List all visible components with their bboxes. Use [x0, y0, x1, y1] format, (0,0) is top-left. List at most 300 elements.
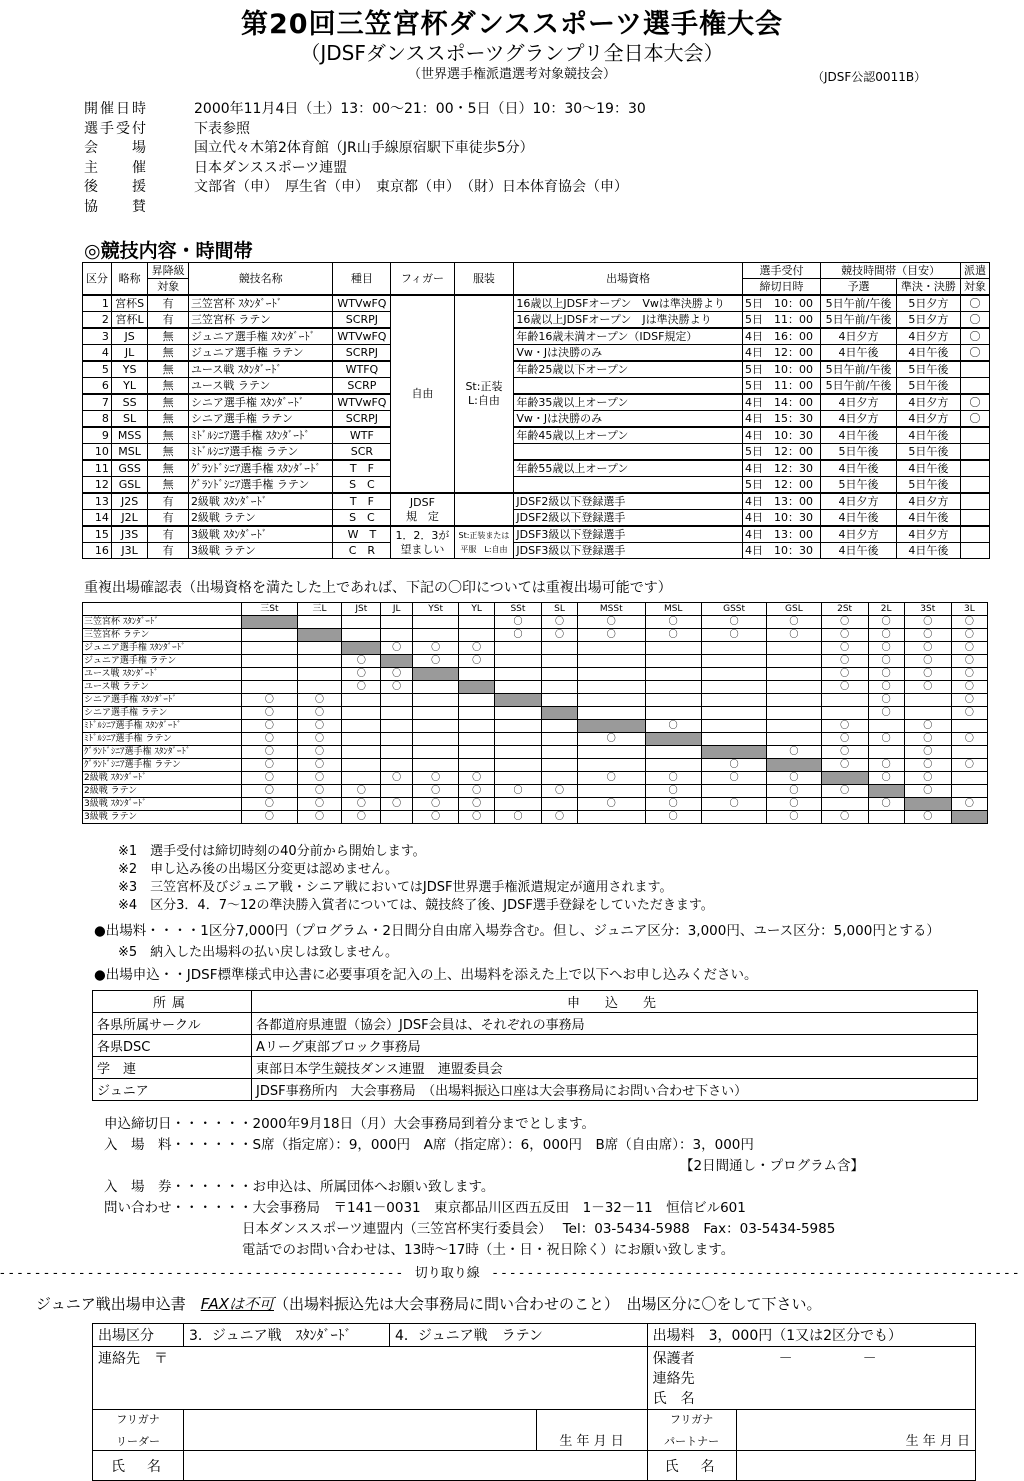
form-row-furigana: フリガナ リーダー 生 年 月 日 フリガナ パートナー 生 年 月 日	[93, 1410, 976, 1451]
junior-form-title: ジュニア戦出場申込書 FAXは不可（出場料振込先は大会事務局に問い合わせのこと） 出場区分に〇をして下さい。	[36, 1295, 822, 1313]
matrix-empty-cell	[494, 655, 541, 668]
note-1: ※1 選手受付は締切時刻の40分前から開始します。	[118, 844, 426, 859]
matrix-row-label: 3級戦 ラテン	[83, 811, 242, 824]
matrix-row	[83, 642, 988, 655]
matrix-allowed-cell: 〇	[868, 694, 904, 707]
matrix-allowed-cell: 〇	[701, 616, 766, 629]
matrix-empty-cell	[645, 707, 701, 720]
matrix-empty-cell	[904, 707, 951, 720]
matrix-empty-cell	[494, 733, 541, 746]
matrix-allowed-cell: 〇	[578, 772, 645, 785]
leader-furigana-field[interactable]	[184, 1410, 537, 1451]
schedule-row: 16 J3L 有 3級戦 ラテン C R JDSF3級以下登録選手 4日 10：30 4日午後 4日午後	[83, 543, 990, 559]
matrix-empty-cell	[494, 746, 541, 759]
matrix-allowed-cell: 〇	[951, 642, 987, 655]
application-header: 所属 申 込 先	[93, 991, 978, 1013]
matrix-allowed-cell: 〇	[951, 707, 987, 720]
matrix-col-header: SL	[542, 603, 578, 616]
matrix-self-cell	[542, 707, 578, 720]
matrix-allowed-cell: 〇	[701, 629, 766, 642]
page-subsubtitle: （世界選手権派遣選考対象競技会）	[407, 67, 616, 82]
schedule-row: 1 宮杯S 有 三笠宮杯 ｽﾀﾝﾀﾞｰﾄﾞ WTVwFQ 自由 St:正装 L:自由 16歳以上JDSFオープン Vwは準決勝より 5日 10：00 5日午前/午後 5日夕方 〇	[83, 295, 990, 312]
matrix-row	[83, 668, 988, 681]
matrix-empty-cell	[767, 720, 821, 733]
matrix-allowed-cell: 〇	[412, 798, 459, 811]
matrix-empty-cell	[297, 681, 342, 694]
matrix-empty-cell	[645, 655, 701, 668]
matrix-allowed-cell: 〇	[904, 811, 951, 824]
cut-line: - - - - - - - - - - - - - - - - - - - - - - - - - - - - - - - - - - - - - - - - - - - - - - 切り取り線 - - - - - - - - - - - - - - - - - - - - - - - - - - - - - - - - - - - - - - - - - - - - - - - - - - - - - - - - - - - -	[0, 1266, 1019, 1281]
matrix-empty-cell	[645, 746, 701, 759]
matrix-allowed-cell: 〇	[951, 759, 987, 772]
matrix-empty-cell	[645, 642, 701, 655]
matrix-allowed-cell: 〇	[412, 772, 459, 785]
matrix-allowed-cell: 〇	[821, 681, 868, 694]
matrix-empty-cell	[412, 629, 459, 642]
matrix-empty-cell	[459, 616, 494, 629]
matrix-empty-cell	[542, 681, 578, 694]
matrix-allowed-cell: 〇	[542, 811, 578, 824]
application-table	[92, 990, 978, 1101]
matrix-row	[83, 694, 988, 707]
matrix-allowed-cell: 〇	[868, 655, 904, 668]
matrix-allowed-cell: 〇	[542, 629, 578, 642]
matrix-row-label: ﾐﾄﾞﾙｼﾆｱ選手権 ラテン	[83, 733, 242, 746]
matrix-header-row	[83, 603, 988, 616]
matrix-empty-cell	[381, 733, 413, 746]
matrix-empty-cell	[645, 668, 701, 681]
matrix-row	[83, 681, 988, 694]
matrix-empty-cell	[342, 694, 381, 707]
matrix-allowed-cell: 〇	[342, 798, 381, 811]
matrix-col-header: YL	[459, 603, 494, 616]
matrix-allowed-cell: 〇	[904, 772, 951, 785]
schedule-row: 8 SL 無 シニア選手権 ラテン SCRPJ Vw・Jは決勝のみ 4日 15：30 4日夕方 4日夕方 〇	[83, 411, 990, 428]
guardian-field[interactable]: 保護者 － － 連絡先 氏 名	[647, 1347, 975, 1410]
matrix-empty-cell	[412, 694, 459, 707]
page-title: 第20回三笠宮杯ダンススポーツ選手権大会	[241, 9, 783, 40]
matrix-allowed-cell: 〇	[868, 772, 904, 785]
matrix-row	[83, 720, 988, 733]
matrix-empty-cell	[904, 694, 951, 707]
matrix-empty-cell	[459, 746, 494, 759]
matrix-allowed-cell: 〇	[821, 655, 868, 668]
matrix-allowed-cell: 〇	[645, 720, 701, 733]
matrix-empty-cell	[494, 681, 541, 694]
matrix-empty-cell	[381, 694, 413, 707]
matrix-allowed-cell: 〇	[494, 811, 541, 824]
matrix-empty-cell	[412, 707, 459, 720]
matrix-allowed-cell: 〇	[494, 616, 541, 629]
duplicate-table-title: 重複出場確認表（出場資格を満たした上であれば、下記の〇印については重複出場可能です）	[84, 580, 672, 596]
matrix-self-cell	[459, 681, 494, 694]
matrix-empty-cell	[578, 681, 645, 694]
matrix-empty-cell	[645, 759, 701, 772]
dress-code: St:正装 L:自由	[454, 295, 514, 493]
matrix-allowed-cell: 〇	[868, 616, 904, 629]
matrix-allowed-cell: 〇	[578, 629, 645, 642]
matrix-allowed-cell: 〇	[868, 629, 904, 642]
matrix-allowed-cell: 〇	[645, 629, 701, 642]
matrix-empty-cell	[342, 616, 381, 629]
matrix-empty-cell	[578, 759, 645, 772]
matrix-allowed-cell: 〇	[297, 707, 342, 720]
matrix-allowed-cell: 〇	[767, 798, 821, 811]
matrix-col-header: 2L	[868, 603, 904, 616]
section-title: ◎競技内容・時間帯	[84, 240, 253, 262]
schedule-row: 13 J2S 有 2級戦 ｽﾀﾝﾀﾞｰﾄﾞ T F JDSF 規 定 JDSF2級以下登録選手 4日 13：00 4日夕方 4日夕方	[83, 493, 990, 510]
matrix-allowed-cell: 〇	[701, 798, 766, 811]
notes	[118, 843, 714, 915]
matrix-self-cell	[242, 616, 298, 629]
matrix-empty-cell	[494, 798, 541, 811]
matrix-allowed-cell: 〇	[297, 811, 342, 824]
matrix-allowed-cell: 〇	[767, 746, 821, 759]
matrix-allowed-cell: 〇	[297, 798, 342, 811]
matrix-empty-cell	[381, 720, 413, 733]
matrix-empty-cell	[951, 772, 987, 785]
matrix-allowed-cell: 〇	[342, 655, 381, 668]
matrix-allowed-cell: 〇	[821, 642, 868, 655]
matrix-allowed-cell: 〇	[459, 811, 494, 824]
matrix-empty-cell	[821, 694, 868, 707]
matrix-empty-cell	[767, 694, 821, 707]
option-latin[interactable]: 4．ジュニア戦 ラテン	[390, 1324, 648, 1347]
partner-name-field[interactable]	[736, 1451, 975, 1481]
matrix-empty-cell	[701, 811, 766, 824]
matrix-col-header: GSSt	[701, 603, 766, 616]
schedule-row: 2 宮杯L 有 三笠宮杯 ラテン SCRPJ 16歳以上JDSFオープン Jは準決勝より 5日 11：00 5日午前/午後 5日夕方 〇	[83, 312, 990, 329]
matrix-allowed-cell: 〇	[904, 720, 951, 733]
matrix-allowed-cell: 〇	[868, 681, 904, 694]
matrix-empty-cell	[821, 707, 868, 720]
matrix-self-cell	[381, 655, 413, 668]
matrix-row-label: 三笠宮杯 ｽﾀﾝﾀﾞｰﾄﾞ	[83, 616, 242, 629]
matrix-allowed-cell: 〇	[951, 629, 987, 642]
form-row-contact	[93, 1347, 976, 1410]
schedule-row: 10 MSL 無 ﾐﾄﾞﾙｼﾆｱ選手権 ラテン SCR 5日 12：00 5日午後 5日午後	[83, 444, 990, 461]
info-row-venue: 会 場 国立代々木第2体育館（JR山手線原宿駅下車徒歩5分）	[84, 140, 534, 156]
matrix-empty-cell	[459, 668, 494, 681]
matrix-allowed-cell: 〇	[951, 681, 987, 694]
matrix-allowed-cell: 〇	[412, 811, 459, 824]
matrix-row	[83, 746, 988, 759]
matrix-empty-cell	[459, 733, 494, 746]
matrix-row-label: ジュニア選手権 ラテン	[83, 655, 242, 668]
schedule-row: 4 JL 無 ジュニア選手権 ラテン SCRPJ Vw・Jは決勝のみ 4日 12：00 4日午後 4日午後 〇	[83, 345, 990, 362]
matrix-empty-cell	[767, 642, 821, 655]
matrix-allowed-cell: 〇	[459, 655, 494, 668]
matrix-empty-cell	[701, 642, 766, 655]
matrix-allowed-cell: 〇	[381, 681, 413, 694]
matrix-empty-cell	[578, 655, 645, 668]
matrix-row	[83, 707, 988, 720]
matrix-empty-cell	[459, 720, 494, 733]
matrix-col-header: JSt	[342, 603, 381, 616]
matrix-row-label: 三笠宮杯 ラテン	[83, 629, 242, 642]
matrix-empty-cell	[951, 746, 987, 759]
matrix-allowed-cell: 〇	[904, 616, 951, 629]
matrix-empty-cell	[342, 772, 381, 785]
matrix-empty-cell	[381, 707, 413, 720]
schedule-row: 12 GSL 無 ｸﾞﾗﾝﾄﾞｼﾆｱ選手権 ラテン S C 5日 12：00 5日午後 5日午後	[83, 477, 990, 494]
matrix-row-label: ｸﾞﾗﾝﾄﾞｼﾆｱ選手権 ラテン	[83, 759, 242, 772]
matrix-empty-cell	[342, 746, 381, 759]
application-row: 学 連 東部日本学生競技ダンス連盟 連盟委員会	[93, 1057, 978, 1079]
matrix-empty-cell	[767, 707, 821, 720]
matrix-col-header: 3St	[904, 603, 951, 616]
matrix-allowed-cell: 〇	[821, 746, 868, 759]
matrix-allowed-cell: 〇	[342, 785, 381, 798]
schedule-row: 15 J3S 有 3級戦 ｽﾀﾝﾀﾞｰﾄﾞ W T 1．2．3が 望ましい St:正装または 平服 L:自由 JDSF3級以下登録選手 4日 13：00 4日夕方 4日夕方	[83, 526, 990, 543]
matrix-allowed-cell: 〇	[381, 798, 413, 811]
matrix-allowed-cell: 〇	[297, 694, 342, 707]
matrix-allowed-cell: 〇	[821, 720, 868, 733]
matrix-allowed-cell: 〇	[242, 733, 298, 746]
matrix-allowed-cell: 〇	[381, 772, 413, 785]
schedule-row: 9 MSS 無 ﾐﾄﾞﾙｼﾆｱ選手権 ｽﾀﾝﾀﾞｰﾄﾞ WTF 年齢45歳以上オープン 4日 10：30 4日午後 4日午後	[83, 427, 990, 444]
form-row-name: 氏 名 氏 名	[93, 1451, 976, 1481]
application-row: 各県所属サークル 各都道府県連盟（協会）JDSF会員は、それぞれの事務局	[93, 1013, 978, 1035]
matrix-allowed-cell: 〇	[951, 733, 987, 746]
matrix-empty-cell	[542, 694, 578, 707]
matrix-allowed-cell: 〇	[821, 811, 868, 824]
matrix-col-header: GSL	[767, 603, 821, 616]
application-row: 各県DSC Aリーグ東部ブロック事務局	[93, 1035, 978, 1057]
matrix-allowed-cell: 〇	[645, 811, 701, 824]
matrix-empty-cell	[381, 759, 413, 772]
figure-free: 自由	[391, 295, 454, 493]
leader-name-field[interactable]	[184, 1451, 648, 1481]
matrix-empty-cell	[342, 707, 381, 720]
matrix-allowed-cell: 〇	[297, 733, 342, 746]
schedule-row: 14 J2L 有 2級戦 ラテン S C JDSF2級以下登録選手 4日 10：30 4日午後 4日午後	[83, 510, 990, 527]
junior-entry-form	[92, 1323, 976, 1481]
matrix-allowed-cell: 〇	[542, 616, 578, 629]
matrix-allowed-cell: 〇	[242, 694, 298, 707]
matrix-empty-cell	[297, 642, 342, 655]
matrix-self-cell	[342, 642, 381, 655]
schedule-header-row-2: 対象 締切日時 予選 準決・決勝 対象	[83, 279, 990, 296]
matrix-self-cell	[645, 733, 701, 746]
partner-furigana-field[interactable]: 生 年 月 日	[736, 1410, 975, 1451]
matrix-self-cell	[578, 720, 645, 733]
matrix-empty-cell	[578, 642, 645, 655]
matrix-empty-cell	[494, 668, 541, 681]
matrix-row-label: シニア選手権 ラテン	[83, 707, 242, 720]
matrix-allowed-cell: 〇	[242, 746, 298, 759]
matrix-empty-cell	[412, 746, 459, 759]
note-4: ※4 区分3．4．7～12の準決勝入賞者については、競技終了後、JDSF選手登録をしていただきます。	[118, 898, 714, 913]
matrix-allowed-cell: 〇	[578, 798, 645, 811]
matrix-self-cell	[701, 746, 766, 759]
matrix-row	[83, 759, 988, 772]
matrix-row	[83, 798, 988, 811]
matrix-allowed-cell: 〇	[701, 772, 766, 785]
matrix-empty-cell	[701, 668, 766, 681]
matrix-row-label: ジュニア選手権 ｽﾀﾝﾀﾞｰﾄﾞ	[83, 642, 242, 655]
matrix-allowed-cell: 〇	[459, 798, 494, 811]
entry-fee: ●出場料・・・・1区分7,000円（プログラム・2日間分自由席入場券含む。但し、ジュニア区分：3,000円、ユース区分：5,000円とする）	[94, 923, 940, 939]
schedule-row: 7 SS 無 シニア選手権 ｽﾀﾝﾀﾞｰﾄﾞ WTVwFQ 年齢35歳以上オープン 4日 14：00 4日夕方 4日夕方 〇	[83, 394, 990, 411]
ticket-note: 【2日間通し・プログラム含】	[680, 1158, 864, 1174]
matrix-col-header: SSt	[494, 603, 541, 616]
matrix-allowed-cell: 〇	[821, 759, 868, 772]
contact-org: 日本ダンススポーツ連盟内（三笠宮杯実行委員会） Tel：03-5434-5988 Fax：03-5434-5985	[242, 1221, 836, 1237]
matrix-empty-cell	[459, 759, 494, 772]
matrix-allowed-cell: 〇	[868, 798, 904, 811]
matrix-allowed-cell: 〇	[821, 668, 868, 681]
matrix-empty-cell	[297, 668, 342, 681]
matrix-empty-cell	[542, 733, 578, 746]
matrix-allowed-cell: 〇	[821, 616, 868, 629]
matrix-allowed-cell: 〇	[951, 694, 987, 707]
matrix-empty-cell	[242, 655, 298, 668]
matrix-empty-cell	[381, 746, 413, 759]
matrix-allowed-cell: 〇	[904, 681, 951, 694]
matrix-self-cell	[821, 772, 868, 785]
matrix-empty-cell	[701, 785, 766, 798]
matrix-empty-cell	[242, 642, 298, 655]
matrix-empty-cell	[578, 707, 645, 720]
matrix-allowed-cell: 〇	[767, 772, 821, 785]
event-info	[84, 100, 646, 217]
matrix-allowed-cell: 〇	[868, 642, 904, 655]
matrix-allowed-cell: 〇	[297, 720, 342, 733]
matrix-col-header: 2St	[821, 603, 868, 616]
matrix-empty-cell	[381, 629, 413, 642]
matrix-empty-cell	[542, 772, 578, 785]
matrix-empty-cell	[342, 720, 381, 733]
matrix-self-cell	[868, 785, 904, 798]
matrix-allowed-cell: 〇	[242, 759, 298, 772]
contact-hours: 電話でのお問い合わせは、13時～17時（土・日・祝日除く）にお願い致します。	[242, 1242, 735, 1258]
matrix-empty-cell	[494, 720, 541, 733]
option-standard[interactable]: 3．ジュニア戦 ｽﾀﾝﾀﾞｰﾄﾞ	[184, 1324, 390, 1347]
matrix-empty-cell	[342, 629, 381, 642]
matrix-row-label: 2級戦 ｽﾀﾝﾀﾞｰﾄﾞ	[83, 772, 242, 785]
certification-number: （JDSF公認0011B）	[812, 70, 927, 84]
contact-address-field[interactable]: 連絡先 〒	[93, 1347, 648, 1410]
matrix-empty-cell	[542, 746, 578, 759]
matrix-allowed-cell: 〇	[459, 785, 494, 798]
matrix-empty-cell	[381, 785, 413, 798]
matrix-col-header: MSL	[645, 603, 701, 616]
matrix-allowed-cell: 〇	[645, 785, 701, 798]
matrix-allowed-cell: 〇	[297, 785, 342, 798]
matrix-empty-cell	[412, 720, 459, 733]
matrix-self-cell	[297, 629, 342, 642]
matrix-allowed-cell: 〇	[645, 798, 701, 811]
matrix-empty-cell	[542, 720, 578, 733]
matrix-empty-cell	[412, 616, 459, 629]
matrix-row-label: 3級戦 ｽﾀﾝﾀﾞｰﾄﾞ	[83, 798, 242, 811]
matrix-allowed-cell: 〇	[342, 681, 381, 694]
matrix-allowed-cell: 〇	[904, 759, 951, 772]
matrix-allowed-cell: 〇	[459, 772, 494, 785]
matrix-empty-cell	[578, 694, 645, 707]
figure-jdsf: JDSF 規 定	[391, 493, 454, 526]
matrix-allowed-cell: 〇	[645, 616, 701, 629]
matrix-allowed-cell: 〇	[381, 642, 413, 655]
matrix-row-label: ユース戦 ラテン	[83, 681, 242, 694]
info-row-host: 主 催 日本ダンススポーツ連盟	[84, 159, 348, 176]
matrix-empty-cell	[701, 694, 766, 707]
info-row-sponsor: 協 賛	[84, 198, 148, 215]
matrix-row-label: シニア選手権 ｽﾀﾝﾀﾞｰﾄﾞ	[83, 694, 242, 707]
matrix-allowed-cell: 〇	[242, 785, 298, 798]
matrix-empty-cell	[645, 681, 701, 694]
matrix-allowed-cell: 〇	[904, 642, 951, 655]
matrix-self-cell	[904, 798, 951, 811]
matrix-empty-cell	[242, 668, 298, 681]
application-info: ●出場申込・・JDSF標準様式申込書に必要事項を記入の上、出場料を添えた上で以下へお申し込みください。	[94, 967, 758, 983]
matrix-allowed-cell: 〇	[904, 746, 951, 759]
matrix-allowed-cell: 〇	[821, 733, 868, 746]
matrix-allowed-cell: 〇	[868, 668, 904, 681]
matrix-row	[83, 629, 988, 642]
matrix-col-header: YSt	[412, 603, 459, 616]
matrix-allowed-cell: 〇	[242, 811, 298, 824]
application-row: ジュニア JDSF事務所内 大会事務局 （出場料振込口座は大会事務局にお問い合わせ下さい）	[93, 1079, 978, 1101]
cut-line-label: 切り取り線	[414, 1266, 480, 1281]
matrix-allowed-cell: 〇	[412, 642, 459, 655]
matrix-row-label: ｸﾞﾗﾝﾄﾞｼﾆｱ選手権 ｽﾀﾝﾀﾞｰﾄﾞ	[83, 746, 242, 759]
matrix-allowed-cell: 〇	[821, 629, 868, 642]
matrix-empty-cell	[767, 733, 821, 746]
matrix-empty-cell	[868, 720, 904, 733]
matrix-allowed-cell: 〇	[904, 668, 951, 681]
matrix-empty-cell	[767, 681, 821, 694]
matrix-allowed-cell: 〇	[412, 655, 459, 668]
contact: 問い合わせ・・・・・・大会事務局 〒141－0031 東京都品川区西五反田 1－32－11 恒信ビル601	[104, 1200, 746, 1216]
matrix-allowed-cell: 〇	[767, 629, 821, 642]
matrix-row-label: ユース戦 ｽﾀﾝﾀﾞｰﾄﾞ	[83, 668, 242, 681]
info-row-reception: 選手受付 下表参照	[84, 120, 250, 137]
note-3: ※3 三笠宮杯及びジュニア戦・シニア戦においてはJDSF世界選手権派遣規定が適用されます。	[118, 880, 673, 895]
matrix-allowed-cell: 〇	[494, 785, 541, 798]
matrix-allowed-cell: 〇	[904, 655, 951, 668]
matrix-empty-cell	[459, 694, 494, 707]
matrix-allowed-cell: 〇	[767, 616, 821, 629]
matrix-empty-cell	[412, 759, 459, 772]
matrix-allowed-cell: 〇	[578, 733, 645, 746]
matrix-empty-cell	[645, 694, 701, 707]
duplicate-entry-matrix	[82, 602, 988, 824]
matrix-allowed-cell: 〇	[951, 668, 987, 681]
matrix-self-cell	[412, 668, 459, 681]
matrix-allowed-cell: 〇	[242, 798, 298, 811]
schedule-row: 3 JS 無 ジュニア選手権 ｽﾀﾝﾀﾞｰﾄﾞ WTVwFQ 年齢16歳未満オープン（IDSF規定） 4日 16：00 4日夕方 4日夕方 〇	[83, 328, 990, 345]
matrix-empty-cell	[578, 811, 645, 824]
matrix-allowed-cell: 〇	[951, 798, 987, 811]
matrix-empty-cell	[868, 811, 904, 824]
matrix-empty-cell	[821, 798, 868, 811]
matrix-allowed-cell: 〇	[297, 772, 342, 785]
matrix-allowed-cell: 〇	[297, 759, 342, 772]
matrix-allowed-cell: 〇	[494, 629, 541, 642]
note-5: ※5 納入した出場料の払い戻しは致しません。	[118, 945, 398, 960]
matrix-empty-cell	[542, 668, 578, 681]
matrix-empty-cell	[459, 629, 494, 642]
matrix-allowed-cell: 〇	[645, 772, 701, 785]
schedule-row: 6 YL 無 ユース戦 ラテン SCRP 5日 11：00 5日午前/午後 5日午後	[83, 378, 990, 395]
matrix-empty-cell	[297, 616, 342, 629]
matrix-empty-cell	[342, 759, 381, 772]
matrix-empty-cell	[412, 733, 459, 746]
matrix-row	[83, 772, 988, 785]
matrix-empty-cell	[578, 785, 645, 798]
